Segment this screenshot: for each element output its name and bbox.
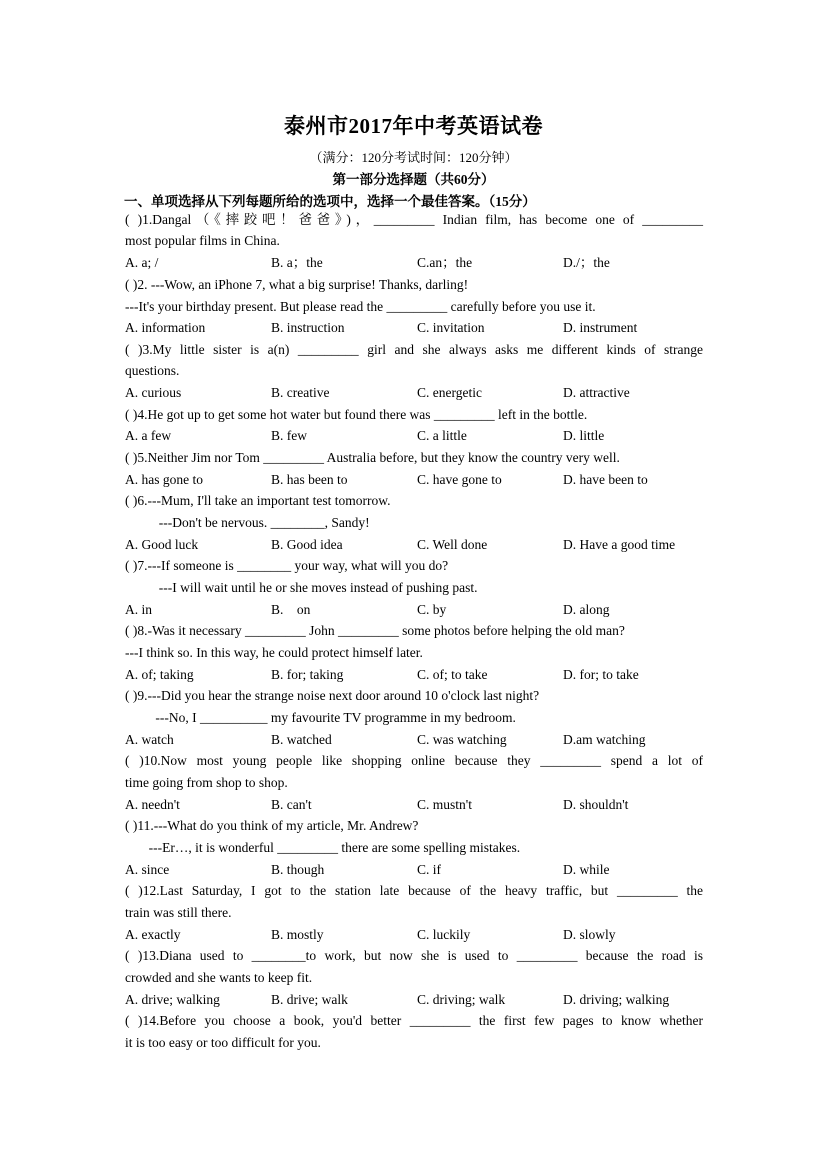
option-b: B. instruction	[271, 320, 345, 335]
option-d: D. driving; walking	[563, 992, 670, 1007]
option-a: A. a few	[125, 428, 172, 443]
question-line: ( )12.Last Saturday, I got to the station late because of the heavy traffic, but _________ the	[125, 883, 703, 898]
option-a: A. a; /	[125, 255, 159, 270]
part-heading: 第一部分选择题（共60分）	[332, 172, 495, 187]
question-line: ( )2. ---Wow, an iPhone 7, what a big surprise! Thanks, darling!	[125, 277, 469, 292]
option-d: D. little	[563, 428, 605, 443]
exam-info: （满分：120分考试时间：120分钟）	[309, 150, 518, 165]
question-line: ( )14.Before you choose a book, you'd better _________ the first few pages to know whether	[125, 1013, 703, 1028]
option-d: D. for; to take	[563, 667, 639, 682]
option-d: D./；the	[563, 255, 610, 270]
question-line: ---I will wait until he or she moves instead of pushing past.	[125, 580, 478, 595]
option-a: A. exactly	[125, 927, 181, 942]
option-c: C. luckily	[417, 927, 471, 942]
option-b: B. though	[271, 862, 325, 877]
option-a: A. curious	[125, 385, 182, 400]
question-line: ( )10.Now most young people like shopping online because they _________ spend a lot of	[125, 753, 703, 768]
question-line: ---I think so. In this way, he could protect himself later.	[125, 645, 423, 660]
option-b: B. has been to	[271, 472, 348, 487]
option-b: B. for; taking	[271, 667, 344, 682]
option-a: A. information	[125, 320, 206, 335]
option-c: C. invitation	[417, 320, 485, 335]
option-a: A. has gone to	[125, 472, 203, 487]
option-a: A. needn't	[125, 797, 180, 812]
option-c: C. mustn't	[417, 797, 472, 812]
question-line: ( )6.---Mum, I'll take an important test tomorrow.	[125, 493, 391, 508]
option-c: C. was watching	[417, 732, 507, 747]
question-line: it is too easy or too difficult for you.	[125, 1035, 321, 1050]
option-c: C. a little	[417, 428, 467, 443]
question-line: train was still there.	[125, 905, 232, 920]
option-a: A. in	[125, 602, 152, 617]
option-d: D.am watching	[563, 732, 646, 747]
option-c: C. by	[417, 602, 447, 617]
question-line: ---Don't be nervous. ________, Sandy!	[125, 515, 370, 530]
question-line: time going from shop to shop.	[125, 775, 288, 790]
option-c: C. of; to take	[417, 667, 488, 682]
option-b: B. drive; walk	[271, 992, 348, 1007]
option-a: A. drive; walking	[125, 992, 220, 1007]
option-d: D. along	[563, 602, 610, 617]
option-d: D. slowly	[563, 927, 616, 942]
option-b: B. Good idea	[271, 537, 343, 552]
question-line: ( )5.Neither Jim nor Tom _________ Australia before, but they know the country very well.	[125, 450, 620, 465]
section-heading: 一、单项选择从下列每题所给的选项中，选择一个最佳答案。（15分）	[124, 194, 536, 209]
question-line: ---It's your birthday present. But please read the _________ carefully before you use it.	[125, 299, 596, 314]
option-c: C.an；the	[417, 255, 473, 270]
option-d: D. instrument	[563, 320, 638, 335]
question-line: ( )13.Diana used to ________to work, but now she is used to _________ because the road is	[125, 948, 703, 963]
option-d: D. shouldn't	[563, 797, 629, 812]
option-b: B. on	[271, 602, 311, 617]
question-line: ( )9.---Did you hear the strange noise next door around 10 o'clock last night?	[125, 688, 540, 703]
option-b: B. a；the	[271, 255, 323, 270]
option-a: A. of; taking	[125, 667, 194, 682]
option-a: A. watch	[125, 732, 174, 747]
option-c: C. energetic	[417, 385, 482, 400]
option-a: A. since	[125, 862, 170, 877]
question-line: ( )7.---If someone is ________ your way, what will you do?	[125, 558, 449, 573]
option-d: D. attractive	[563, 385, 630, 400]
option-d: D. have been to	[563, 472, 648, 487]
option-b: B. mostly	[271, 927, 324, 942]
question-line: most popular films in China.	[125, 233, 280, 248]
question-line: questions.	[125, 363, 180, 378]
option-c: C. if	[417, 862, 442, 877]
question-line: ---No, I __________ my favourite TV programme in my bedroom.	[125, 710, 516, 725]
option-b: B. creative	[271, 385, 330, 400]
option-b: B. can't	[271, 797, 312, 812]
option-b: B. watched	[271, 732, 332, 747]
option-c: C. driving; walk	[417, 992, 506, 1007]
option-a: A. Good luck	[125, 537, 199, 552]
question-line: ( )1.Dangal（《摔跤吧！爸爸》)，_________ Indian film, has become one of _________	[125, 212, 703, 227]
option-d: D. Have a good time	[563, 537, 676, 552]
question-line: ( )11.---What do you think of my article, Mr. Andrew?	[125, 818, 419, 833]
option-b: B. few	[271, 428, 307, 443]
question-line: ( )8.-Was it necessary _________ John _________ some photos before helping the old man?	[125, 623, 625, 638]
page-title: 泰州市2017年中考英语试卷	[284, 114, 543, 138]
option-c: C. have gone to	[417, 472, 502, 487]
option-c: C. Well done	[417, 537, 488, 552]
question-line: ( )4.He got up to get some hot water but found there was _________ left in the bottle.	[125, 407, 588, 422]
question-line: crowded and she wants to keep fit.	[125, 970, 313, 985]
question-line: ---Er…, it is wonderful _________ there are some spelling mistakes.	[125, 840, 521, 855]
option-d: D. while	[563, 862, 610, 877]
question-line: ( )3.My little sister is a(n) _________ girl and she always asks me different kinds of strange	[125, 342, 703, 357]
